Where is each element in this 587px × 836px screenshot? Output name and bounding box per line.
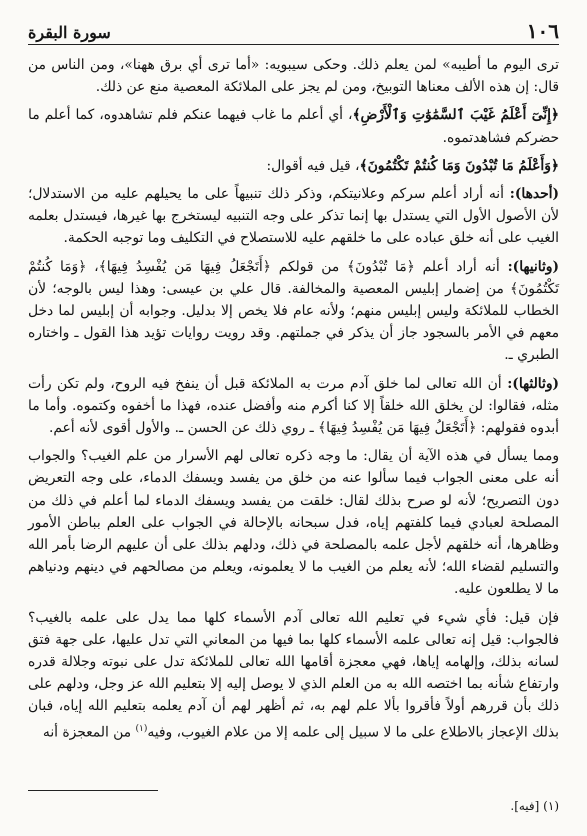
paragraph-text-tail: من المعجزة أنه <box>42 724 136 741</box>
paragraph-text: أن الله تعالى لما خلق آدم مرت به الملائكة قبل أن ينفخ فيه الروح، ولم تكن رأت مثله، فقالوا: لن يخلق الله خلقاً إلا كنا أكرم منه وأفضل عنده، فهذا ما أخفوه وكتموه. وأما ما أبدوه فقولهم: ﴿أَتَجْعَلُ فِيهَا مَن يُفْسِدُ فِيهَا﴾ ـ روي ذلك عن الحسن ـ. والأول أقوى لأنه أعم. <box>28 375 559 437</box>
page-header <box>28 12 559 45</box>
page-body <box>28 54 559 749</box>
surah-title: سورة البقرة <box>28 23 111 42</box>
paragraph-text: ومما يسأل في هذه الآية أن يقال: ما وجه ذكره تعالى لهم الأسرار من علم الغيب؟ والجواب أنه على معنى الجواب فيما سألوا عنه من خلق من يفسد ويسفك الدماء، على وجه التعريض دون التصريح؛ لأنه لو صرح بذلك لقال: خلقت من يفسد ويسفك الدماء لما أعلم في ذلك من المصلحة لعبادي فيما كلفتهم إياه، فدل سبحانه بالإحالة في الجواب على العلم بباطن الأمور وظاهرها، أنه خلقهم لأجل علمه بالمصلحة في ذلك، ودلهم بذلك على أن عليهم الرضا بأمر الله والتسليم لقضاء الله؛ لأنه يعلم من الغيب ما لا يعلمونه، ويعلم من مصالحهم في دينهم ودنياهم ما لا يطلعون عليه. <box>28 448 559 598</box>
paragraph-6 <box>28 373 559 440</box>
paragraph-text: ، قيل فيه أقوال: <box>266 157 360 174</box>
footnote-divider <box>28 790 158 791</box>
paragraph-3 <box>28 155 559 177</box>
footnote-number: (١) <box>543 799 559 813</box>
quran-quote: ﴿وَأَعْلَمُ مَا تُبْدُونَ وَمَا كُنتُمْ تَكْتُمُونَ﴾ <box>359 157 559 174</box>
paragraph-4 <box>28 183 559 250</box>
page-number: ١٠٦ <box>526 19 559 43</box>
paragraph-5 <box>28 256 559 367</box>
section-label: (أحدها): <box>509 186 560 203</box>
paragraph-text: أنه أراد أعلم سركم وعلانيتكم، وذكر ذلك تنبيهاً على ما يحيلهم عليه من الاستدلال؛ لأن الأصول الأول التي يستدل بها إنما تذكر على وجه التنبيه ليستخرج بها غيرها، فيستدل بعلمه الغيب على أنه خلق عباده على ما خلقهم عليه للاستصلاح في التكليف وما توجبه الحكمة. <box>28 186 559 247</box>
section-label: (وثالثها): <box>507 375 560 392</box>
paragraph-text: أنه أراد أعلم ﴿مَا تُبْدُونَ﴾ من قولكم ﴿أَتَجْعَلُ فِيهَا مَن يُفْسِدُ فِيهَا﴾، ﴿وَمَا كُنتُمْ تَكْتُمُونَ﴾ من إضمار إبليس المعصية والمخالفة. قال علي بن عيسى: وهذا ليس بالوجه؛ لأن الخطاب للملائكة وليس إبليس منهم؛ ولأنه عام فلا يخص إلا بدليل. وجوابه أن إبليس لما دخل معهم في الأمر بالسجود جاز أن يذكر في جملتهم. وقد رويت روايات تؤيد هذا القول ـ واختاره الطبري ـ. <box>28 258 559 364</box>
section-label: (وثانيها): <box>507 258 559 275</box>
paragraph-7 <box>28 445 559 600</box>
footnote <box>28 798 559 814</box>
paragraph-1 <box>28 54 559 98</box>
footnote-marker: (١) <box>135 723 148 734</box>
paragraph-2 <box>28 104 559 148</box>
quran-quote: ﴿إِنِّىٓ أَعْلَمُ غَيْبَ ٱلسَّمَٰوَٰتِ وَٱلْأَرْضِ﴾ <box>352 107 559 124</box>
paragraph-text: ، أي أعلم ما غاب فيهما عنكم فلم تشاهدوه، كما أعلم ما حضركم فشاهدتموه. <box>28 107 559 146</box>
paragraph-text: فإن قيل: فأي شيء في تعليم الله تعالى آدم الأسماء كلها مما يدل على علمه بالغيب؟ فالجواب: قيل إنه تعالى علمه الأسماء كلها بما فيها من المعاني التي تدل عليها، على جهة فتق لسانه بذلك، وإلهامه إياها، فهي معجزة أقامها الله تعالى للملائكة تدل على نبوته وجلالة قدره وارتفاع شأنه بما اختصه الله به من العلم الذي لا يوصل إليه إلا بتعليم الله عز وجل، ودلهم على ذلك بأن قررهم أولاً فأقروا بألا علم لهم به، ثم أظهر لهم أن آدم يعلمه بتعليم الله إياه، فبان بذلك الإعجاز بالاطلاع على ما لا سبيل إلى علمه إلا من علام الغيوب، وفيه <box>28 609 559 741</box>
paragraph-text: ترى اليوم ما أطيبه» لمن يعلم ذلك. وحكى سيبويه: «أما ترى أي برق ههنا»، ومن الناس من قال: إن هذه الألف معناها التوبيخ، ومن لم يجز على الملائكة المعصية منع عن ذلك. <box>28 57 559 96</box>
footnote-text: [فيه]. <box>510 799 540 813</box>
paragraph-8 <box>28 607 559 744</box>
